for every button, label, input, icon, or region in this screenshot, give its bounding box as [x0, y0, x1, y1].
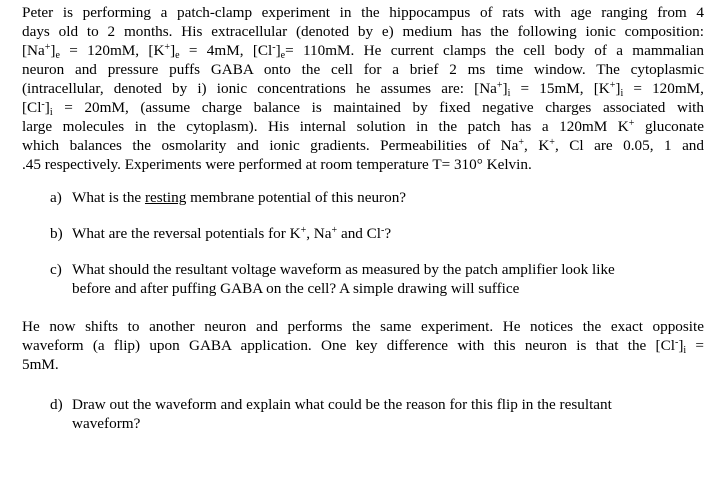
second-paragraph [22, 317, 704, 374]
question-c-line: What should the resultant voltage waveform as measured by the patch amplifier look like [72, 261, 615, 278]
question-d-line: waveform? [72, 415, 141, 432]
question-a [22, 188, 704, 207]
intro-line: $[Cl^-]_i = 20mM$, (assume charge balance is maintained by fixed negative charges associated with [22, 99, 704, 118]
document-page [22, 3, 704, 433]
question-text [72, 188, 704, 207]
question-d [22, 395, 704, 433]
intro-paragraph [22, 3, 704, 174]
intro-line-permeabilities: which balances the osmolarity and ionic gradients. Permeabilities of Na+, K+, Cl are 0.05, 1 and [22, 137, 704, 154]
intro-line-intracellular: (intracellular, denoted by i) ionic concentrations he assumes are: $[Na^+]_i = 15mM$, $[K^+]_i = 120mM$, [22, 80, 704, 99]
question-d-line: Draw out the waveform and explain what could be the reason for this flip in the resultant [72, 396, 612, 413]
question-label: b) [50, 225, 63, 242]
question-b [22, 224, 704, 243]
question-c-line: before and after puffing GABA on the cell? A simple drawing will suffice [72, 280, 520, 297]
question-b-line: What are the reversal potentials for K+, Na+ and Cl-? [72, 225, 392, 242]
questions-list [22, 188, 704, 298]
second-line: 5mM. [22, 356, 59, 373]
intro-line: days old to 2 months. His extracellular (denoted by e) medium has the following ionic composition: [22, 23, 704, 40]
second-line: He now shifts to another neuron and performs the same experiment. He notices the exact opposite [22, 318, 704, 335]
second-line: waveform (a flip) upon GABA application. One key difference with this neuron is that the $[Cl^-]_i$ = [22, 337, 704, 356]
question-text [72, 395, 704, 433]
intro-line: neuron and pressure puffs GABA onto the cell for a brief 2 ms time window. The cytoplasmic [22, 61, 704, 78]
intro-line: .45 respectively. Experiments were performed at room temperature T= 310° Kelvin. [22, 156, 532, 173]
intro-line: large molecules in the cytoplasm). His internal solution in the patch has a 120mM K+ gluconate [22, 118, 704, 135]
question-c [22, 260, 704, 298]
intro-line: Peter is performing a patch-clamp experiment in the hippocampus of rats with age ranging from 4 [22, 4, 704, 21]
question-text [72, 260, 704, 298]
question-text [72, 224, 704, 243]
question-a-line: What is the resting membrane potential of this neuron? [72, 189, 407, 206]
questions-list-2 [22, 395, 704, 433]
intro-line-ionic-composition: $[Na^+]_e = 120mM$, $[K^+]_e = 4mM$, $[Cl^-]_e= 110mM$. He current clamps the cell body of a mammalian [22, 42, 704, 61]
question-label: a) [50, 189, 62, 206]
question-label: c) [50, 261, 62, 278]
question-label: d) [50, 396, 63, 413]
